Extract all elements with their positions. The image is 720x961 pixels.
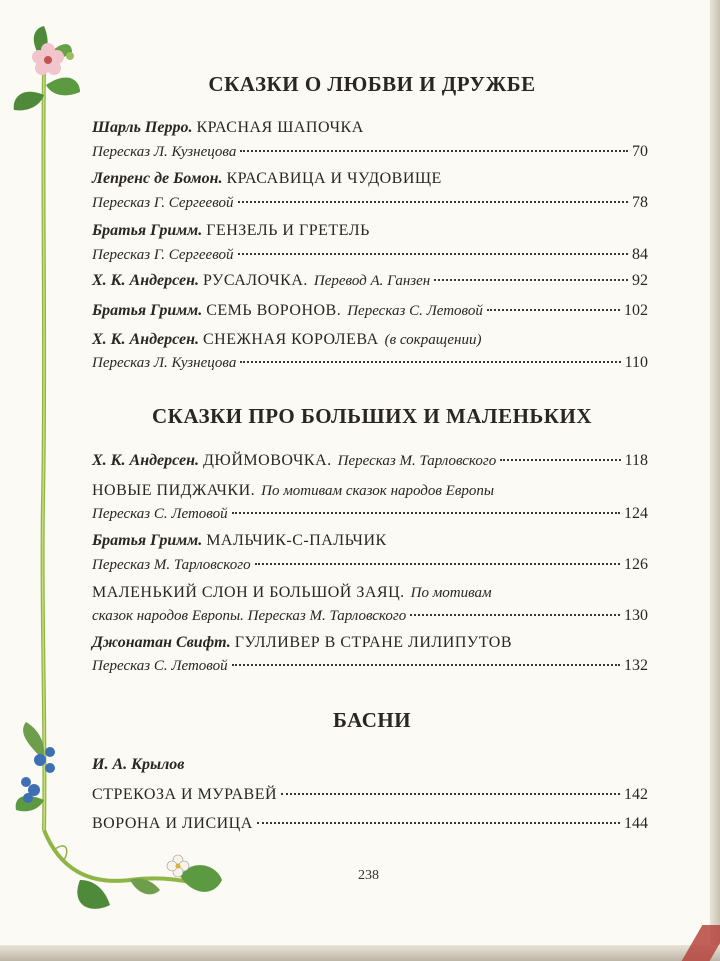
- page-edge: [710, 0, 720, 961]
- entry-author: Джонатан Свифт.: [92, 634, 231, 651]
- entry-page-number: 84: [632, 246, 648, 263]
- page-number: 238: [358, 868, 379, 883]
- section-heading: БАСНИ: [332, 708, 412, 732]
- dot-leader: [238, 201, 628, 203]
- entry-title: КРАСНАЯ ШАПОЧКА: [196, 119, 364, 136]
- entry-title: ДЮЙМОВОЧКА.: [203, 452, 332, 469]
- toc-entry[interactable]: [92, 452, 648, 478]
- toc-entry-detail-line[interactable]: [92, 657, 648, 683]
- entry-note: (в сокращении): [384, 332, 482, 348]
- toc-entry-title-line[interactable]: [92, 170, 648, 196]
- toc-entry-title-line[interactable]: [92, 222, 648, 248]
- dot-leader: [240, 150, 628, 152]
- dot-leader: [410, 614, 620, 616]
- entry-reteller: Пересказ С. Летовой: [92, 506, 228, 522]
- entry-author: Шарль Перро.: [92, 119, 193, 136]
- dot-leader: [232, 512, 620, 514]
- toc-entry-detail-line[interactable]: [92, 246, 648, 272]
- entry-page-number: 118: [624, 452, 648, 469]
- dot-leader: [500, 459, 620, 461]
- entry-page-number: 142: [624, 786, 648, 803]
- toc-entry-detail-line[interactable]: [92, 143, 648, 169]
- entry-title: СНЕЖНАЯ КОРОЛЕВА: [203, 331, 379, 348]
- entry-reteller: Пересказ М. Тарловского: [92, 557, 251, 573]
- dot-leader: [281, 793, 620, 795]
- dot-leader: [257, 822, 620, 824]
- toc-entry-detail-line[interactable]: [92, 607, 648, 633]
- entry-title: ВОРОНА И ЛИСИЦА: [92, 815, 253, 832]
- dot-leader: [232, 664, 620, 666]
- entry-author: Братья Гримм.: [92, 532, 203, 549]
- entry-title: ГЕНЗЕЛЬ И ГРЕТЕЛЬ: [206, 222, 370, 239]
- dot-leader: [255, 563, 620, 565]
- entry-title: СТРЕКОЗА И МУРАВЕЙ: [92, 786, 278, 803]
- entry-reteller: сказок народов Европы. Пересказ М. Тарловского: [92, 608, 407, 624]
- entry-title: РУСАЛОЧКА.: [203, 272, 308, 289]
- fable-author: И. А. Крылов: [92, 756, 185, 773]
- toc-entry-detail-line[interactable]: [92, 556, 648, 582]
- entry-reteller: Пересказ Л. Кузнецова: [92, 355, 237, 371]
- entry-reteller: Пересказ М. Тарловского: [337, 453, 497, 469]
- entry-title: МАЛЕНЬКИЙ СЛОН И БОЛЬШОЙ ЗАЯЦ.: [92, 584, 405, 601]
- entry-reteller: Пересказ Л. Кузнецова: [92, 144, 237, 160]
- toc-entry-detail-line[interactable]: [92, 194, 648, 220]
- entry-reteller: Пересказ С. Летовой: [347, 303, 483, 319]
- toc-entry[interactable]: [92, 786, 648, 812]
- dot-leader: [238, 253, 628, 255]
- entry-page-number: 132: [624, 657, 648, 674]
- dot-leader: [434, 279, 628, 281]
- entry-note: По мотивам: [410, 585, 492, 601]
- entry-author: Братья Гримм.: [92, 302, 203, 319]
- toc-entry[interactable]: [92, 302, 648, 328]
- entry-author: Братья Гримм.: [92, 222, 203, 239]
- toc-entry-detail-line[interactable]: [92, 505, 648, 531]
- entry-note: По мотивам сказок народов Европы: [261, 483, 494, 499]
- entry-translator: Перевод А. Ганзен: [313, 273, 431, 289]
- toc-entry-detail-line[interactable]: [92, 354, 648, 380]
- entry-reteller: Пересказ Г. Сергеевой: [92, 195, 234, 211]
- entry-page-number: 144: [624, 815, 648, 832]
- toc-entry[interactable]: [92, 272, 648, 298]
- author-line: [92, 756, 648, 782]
- entry-author: Х. К. Андерсен.: [92, 452, 199, 469]
- entry-author: Х. К. Андерсен.: [92, 272, 199, 289]
- section-heading: СКАЗКИ ПРО БОЛЬШИХ И МАЛЕНЬКИХ: [151, 404, 593, 428]
- entry-author: Лепренс де Бомон.: [92, 170, 223, 187]
- entry-title: СЕМЬ ВОРОНОВ.: [206, 302, 342, 319]
- entry-title: МАЛЬЧИК-С-ПАЛЬЧИК: [206, 532, 387, 549]
- entry-page-number: 126: [624, 556, 648, 573]
- toc-entry-title-line[interactable]: [92, 119, 648, 145]
- entry-title: КРАСАВИЦА И ЧУДОВИЩЕ: [226, 170, 442, 187]
- toc-entry[interactable]: [92, 815, 648, 841]
- entry-page-number: 70: [632, 143, 648, 160]
- entry-reteller: Пересказ С. Летовой: [92, 658, 228, 674]
- entry-title: НОВЫЕ ПИДЖАЧКИ.: [92, 482, 256, 499]
- dot-leader: [240, 361, 620, 363]
- entry-title: ГУЛЛИВЕР В СТРАНЕ ЛИЛИПУТОВ: [234, 634, 513, 651]
- entry-author: Х. К. Андерсен.: [92, 331, 199, 348]
- section-heading: СКАЗКИ О ЛЮБВИ И ДРУЖБЕ: [208, 72, 536, 96]
- toc-entry-title-line[interactable]: [92, 532, 648, 558]
- dot-leader: [487, 309, 620, 311]
- entry-page-number: 92: [632, 272, 648, 289]
- entry-page-number: 78: [632, 194, 648, 211]
- entry-reteller: Пересказ Г. Сергеевой: [92, 247, 234, 263]
- entry-page-number: 124: [624, 505, 648, 522]
- page-bottom-edge: [0, 945, 720, 961]
- entry-page-number: 130: [624, 607, 648, 624]
- entry-page-number: 102: [624, 302, 648, 319]
- entry-page-number: 110: [624, 354, 648, 371]
